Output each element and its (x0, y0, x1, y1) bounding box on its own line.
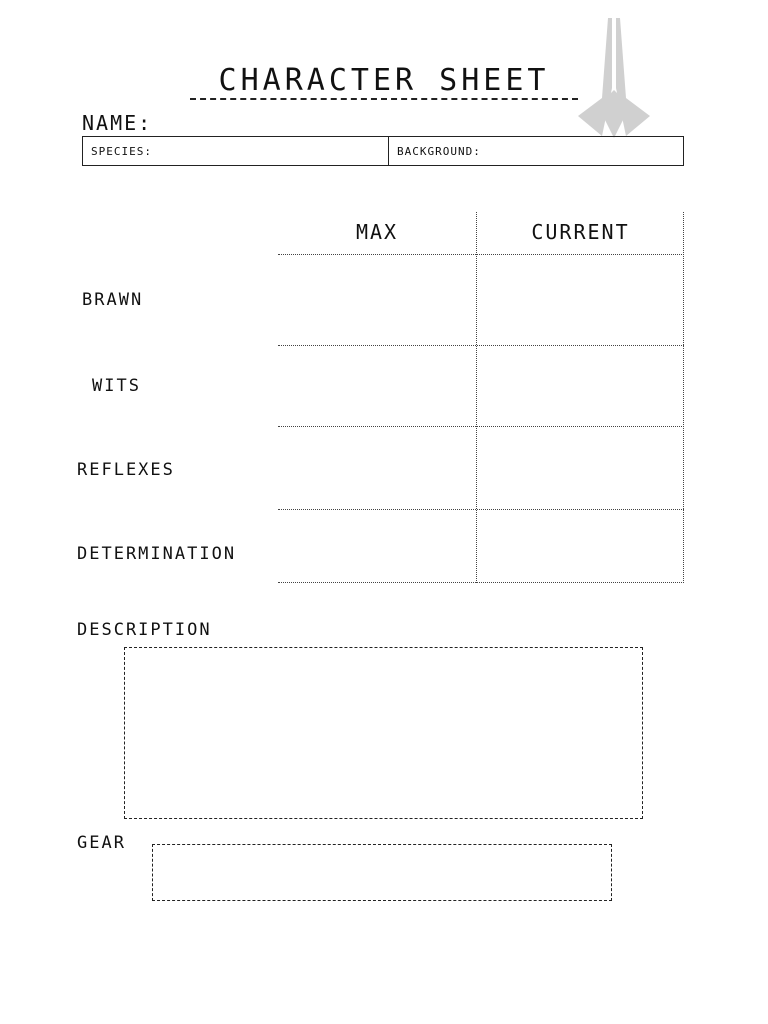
gear-label: GEAR (77, 833, 126, 853)
gear-box[interactable] (152, 844, 612, 901)
background-label: BACKGROUND: (397, 145, 481, 158)
column-border-right (683, 212, 684, 583)
row-divider (278, 254, 684, 255)
spire-logo-icon (572, 18, 656, 142)
info-box (82, 136, 684, 166)
brawn-current-cell[interactable] (478, 256, 682, 344)
species-field[interactable] (83, 137, 389, 165)
page-title: CHARACTER SHEET (218, 63, 550, 98)
row-divider (278, 345, 684, 346)
reflexes-current-cell[interactable] (478, 428, 682, 508)
stat-label-determination: DETERMINATION (77, 544, 237, 564)
stat-label-brawn: BRAWN (82, 290, 144, 310)
wits-current-cell[interactable] (478, 347, 682, 425)
column-divider (476, 212, 477, 583)
reflexes-max-cell[interactable] (279, 428, 475, 508)
column-header-max: MAX (355, 220, 399, 244)
row-divider (278, 509, 684, 510)
description-label: DESCRIPTION (77, 620, 212, 640)
determination-max-cell[interactable] (279, 511, 475, 581)
brawn-max-cell[interactable] (279, 256, 475, 344)
title-underline (190, 98, 578, 100)
description-box[interactable] (124, 647, 643, 819)
column-header-current: CURRENT (531, 220, 630, 244)
name-label: NAME: (82, 111, 153, 135)
stat-label-reflexes: REFLEXES (77, 460, 175, 480)
species-label: SPECIES: (91, 145, 152, 158)
stat-label-wits: WITS (92, 376, 141, 396)
wits-max-cell[interactable] (279, 347, 475, 425)
background-field[interactable] (389, 137, 683, 165)
determination-current-cell[interactable] (478, 511, 682, 581)
row-divider (278, 582, 684, 583)
row-divider (278, 426, 684, 427)
